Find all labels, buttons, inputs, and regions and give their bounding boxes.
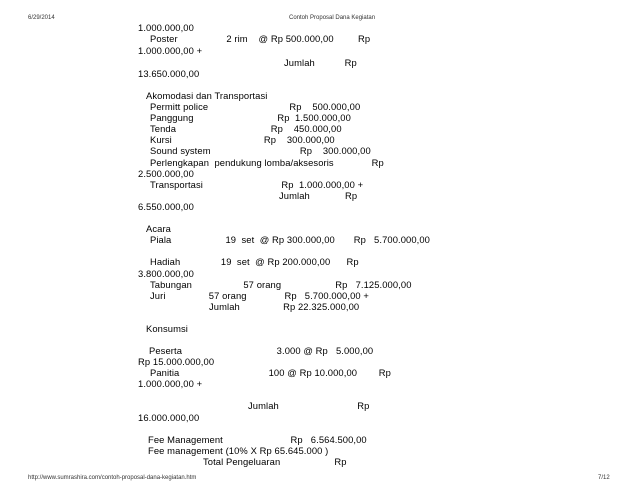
text-line: Tenda Rp 450.000,00: [150, 123, 342, 134]
text-line: Fee Management Rp 6.564.500,00: [148, 434, 367, 445]
text-line: Jumlah Rp: [248, 400, 370, 411]
text-line: Kursi Rp 300.000,00: [150, 134, 335, 145]
text-line: Jumlah Rp 22.325.000,00: [209, 301, 360, 312]
text-line: 16.000.000,00: [138, 412, 200, 423]
text-line: Tabungan 57 orang Rp 7.125.000,00: [150, 279, 412, 290]
section-heading: Acara: [146, 223, 171, 234]
text-line: Jumlah Rp: [279, 190, 358, 201]
text-line: 3.800.000,00: [138, 268, 194, 279]
text-line: Jumlah Rp: [284, 57, 357, 68]
page-number: 7/12: [598, 475, 610, 481]
text-line: Fee management (10% X Rp 65.645.000 ): [148, 445, 329, 456]
text-line: 1.000.000,00 +: [138, 45, 203, 56]
text-line: 13.650.000,00: [138, 68, 200, 79]
text-line: Peserta 3.000 @ Rp 5.000,00: [149, 345, 374, 356]
text-line: 1.000.000,00: [138, 22, 194, 33]
text-line: Panggung Rp 1.500.000,00: [150, 112, 351, 123]
footer-url: http://www.sumrashira.com/contoh-proposal-dana-kegiatan.htm: [28, 475, 197, 481]
text-line: Panitia 100 @ Rp 10.000,00 Rp: [150, 367, 391, 378]
text-line: Poster 2 rim @ Rp 500.000,00 Rp: [150, 33, 371, 44]
text-line: Sound system Rp 300.000,00: [150, 145, 371, 156]
text-line: 2.500.000,00: [138, 168, 194, 179]
text-line: Rp 15.000.000,00: [138, 356, 215, 367]
section-heading: Akomodasi dan Transportasi: [146, 90, 268, 101]
text-line: Total Pengeluaran Rp: [203, 456, 347, 467]
text-line: 1.000.000,00 +: [138, 378, 203, 389]
header-title: Contoh Proposal Dana Kegiatan: [289, 15, 376, 21]
header-date: 6/29/2014: [28, 15, 55, 21]
text-line: Piala 19 set @ Rp 300.000,00 Rp 5.700.000,00: [150, 234, 430, 245]
text-line: 6.550.000,00: [138, 201, 194, 212]
text-line: Perlengkapan pendukung lomba/aksesoris Rp: [150, 157, 384, 168]
text-line: Transportasi Rp 1.000.000,00 +: [150, 179, 364, 190]
text-line: Permitt police Rp 500.000,00: [150, 101, 361, 112]
text-line: Juri 57 orang Rp 5.700.000,00 +: [150, 290, 369, 301]
section-heading: Konsumsi: [146, 323, 188, 334]
text-line: Hadiah 19 set @ Rp 200.000,00 Rp: [150, 256, 359, 267]
